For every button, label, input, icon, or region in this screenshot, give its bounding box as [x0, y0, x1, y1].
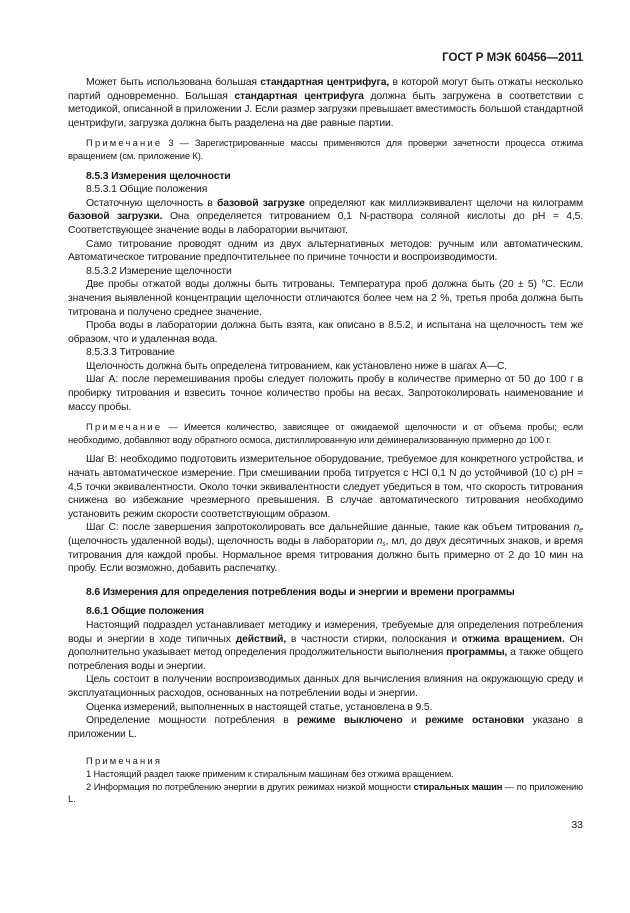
note-paragraph	[68, 781, 583, 806]
text-run: 8.6 Измерения для определения потребления воды и энергии и времени программы	[86, 586, 515, 598]
note-paragraph	[68, 768, 583, 781]
text-run: должна быть загружена в соответствии с методикой, описанной в приложении J. Если размер загрузки превышает вместимость большой стандартной центрифуги, загрузка должна быть разделена на две равные партии.	[68, 90, 583, 129]
text-run: s	[382, 541, 386, 548]
text-run: n	[573, 522, 580, 534]
document-body	[68, 76, 583, 806]
note-label: Примечание	[86, 137, 163, 149]
note-paragraph	[68, 421, 583, 446]
section-heading	[68, 586, 583, 600]
bold-term: стандартная центрифуга,	[260, 77, 390, 88]
paragraph	[68, 278, 583, 319]
text-run: Шаг С: после завершения запротоколировать все дальнейшие данные, такие как объем титрования	[86, 522, 574, 534]
bold-term: отжима вращением.	[461, 633, 565, 645]
note-label: Примечания	[86, 755, 163, 767]
text-run: Шаг В: необходимо подготовить измерительное оборудование, требуемое для конкретного устройства, и начать автоматическое измерение. При смешивании проба титруется с HCl 0,1 N до устойчивой (10 с) pH = 4,5 точки эквивалентности. Около точки эквивалентности следует убедиться в том, что скорость титрования снижена во избежание чрезмерного превышения. В случае автоматического титрования необходимо установить режим скорости соответствующим образом.	[68, 454, 583, 520]
text-run: Он дополнительно указывает метод определения продолжительности выполнения	[68, 633, 583, 659]
bold-term: действий,	[235, 633, 287, 645]
text-run: Определение мощности потребления в	[86, 715, 298, 727]
paragraph	[68, 319, 583, 346]
paragraph	[68, 373, 583, 414]
paragraph	[68, 453, 583, 521]
text-run: Оценка измерений, выполненных в настоящей статье, установлена в 9.5.	[86, 701, 433, 713]
text-run: Шаг А: после перемешивания пробы следует положить пробу в количестве примерно от 50 до 100 г в пробирку титрования и взвесить точное количество пробы на весах. Запротоколировать наименование и массу пробы.	[68, 374, 583, 413]
paragraph	[68, 238, 583, 265]
text-run: 3 — Зарегистрированные массы применяются для проверки зачетности процесса отжима вращением (см. приложение К).	[68, 137, 583, 161]
text-run: — по приложению L.	[68, 780, 583, 805]
paragraph	[68, 265, 583, 279]
bold-term: программы,	[446, 647, 508, 659]
text-run: указано в приложении L.	[68, 715, 584, 740]
bold-term: стиральных машин	[413, 780, 503, 792]
page-number: 33	[571, 818, 583, 831]
paragraph	[68, 197, 583, 238]
bold-term: режиме выключено	[297, 715, 403, 727]
text-run: , мл, до двух десятичных знаков, и время титрования для каждой пробы. Нормальное время титрования должно быть примерно от 2 до 10 мин на пробу. Если возможно, добавить распечатку.	[68, 536, 583, 575]
text-run: Щелочность должна быть определена титрованием, как установлено ниже в шагах А—С.	[86, 360, 507, 372]
text-run: Она определяется титрованием 0,1 N-раствора соляной кислоты до pH = 4,5. Соответствующее значение воды в лаборатории вычитают.	[68, 211, 583, 236]
section-heading	[68, 605, 583, 619]
text-run: Настоящий подраздел устанавливает методику и измерения, требуемые для определения потребления воды и энергии в ходе типичных	[68, 619, 583, 645]
paragraph	[68, 673, 583, 700]
text-run: в которой могут быть отжаты несколько партий одновременно. Большая	[68, 77, 583, 102]
text-run: а также общего потребления воды и энергии.	[68, 647, 583, 672]
text-run: и	[402, 715, 426, 727]
text-run: 8.5.3.3 Титрование	[86, 347, 175, 359]
bold-term: базовой загрузке	[216, 197, 305, 209]
paragraph	[68, 619, 583, 673]
text-run: Цель состоит в получении воспроизводимых данных для вычисления влияния на окружающую среду и эксплуатационных расходов, основанных на потреблении воды и энергии.	[68, 674, 583, 699]
paragraph	[68, 714, 583, 741]
paragraph	[68, 346, 583, 360]
text-run: 8.5.3 Измерения щелочности	[86, 170, 231, 182]
text-run: e	[579, 527, 583, 535]
section-heading	[68, 170, 583, 184]
text-run: 8.5.3.2 Измерение щелочности	[86, 265, 232, 277]
text-run: Проба воды в лаборатории должна быть взята, как описано в 8.5.2, и испытана на щелочность тем же образом, что и удаленная вода.	[68, 320, 583, 345]
note-paragraph	[68, 137, 583, 162]
paragraph	[68, 76, 583, 130]
text-run: 1 Настоящий раздел также применим к стиральным машинам без отжима вращением.	[86, 767, 454, 779]
text-run: 8.5.3.1 Общие положения	[86, 184, 208, 196]
paragraph	[68, 183, 583, 197]
text-run: 2 Информация по потреблению энергии в других режимах низкой мощности	[86, 780, 414, 792]
text-run: определяют как миллиэквивалент щелочи на килограмм	[304, 197, 583, 209]
text-run: Остаточную щелочность в	[86, 197, 217, 209]
bold-term: стандартная центрифуга	[234, 90, 364, 102]
document-header: ГОСТ Р МЭК 60456—2011	[442, 52, 583, 64]
bold-term: базовой загрузки.	[68, 211, 163, 223]
paragraph	[68, 360, 583, 374]
text-run: — Имеется количество, зависящее от ожидаемой щелочности и от объема пробы; если необходимо, добавляют воду обратного осмоса, дистиллированную или деминерализованную примерно до 100 г.	[68, 421, 583, 445]
paragraph	[68, 701, 583, 715]
text-run: 8.6.1 Общие положения	[86, 606, 204, 618]
paragraph	[68, 521, 583, 575]
note-paragraph	[68, 755, 583, 768]
text-run: в частности стирки, полоскания и	[286, 633, 462, 645]
note-label: Примечание	[86, 421, 163, 433]
text-run: Само титрование проводят одним из двух альтернативных методов: ручным или автоматическим. Автоматическое титрование предпочтительнее по причине точности и воспроизводимости.	[68, 238, 583, 264]
text-run: Две пробы отжатой воды должны быть титрованы. Температура проб должна быть (20 ± 5) °C. Если значения выявленной концентрации щелочности отличаются более чем на 2 %, третья проба должна быть титрована и получено среднее значение.	[68, 279, 583, 318]
text-run: (щелочность удаленной воды), щелочность воды в лаборатории	[68, 536, 377, 547]
text-run: Может быть использована большая	[86, 77, 261, 88]
bold-term: режиме остановки	[425, 715, 525, 727]
text-run: n	[376, 536, 383, 547]
